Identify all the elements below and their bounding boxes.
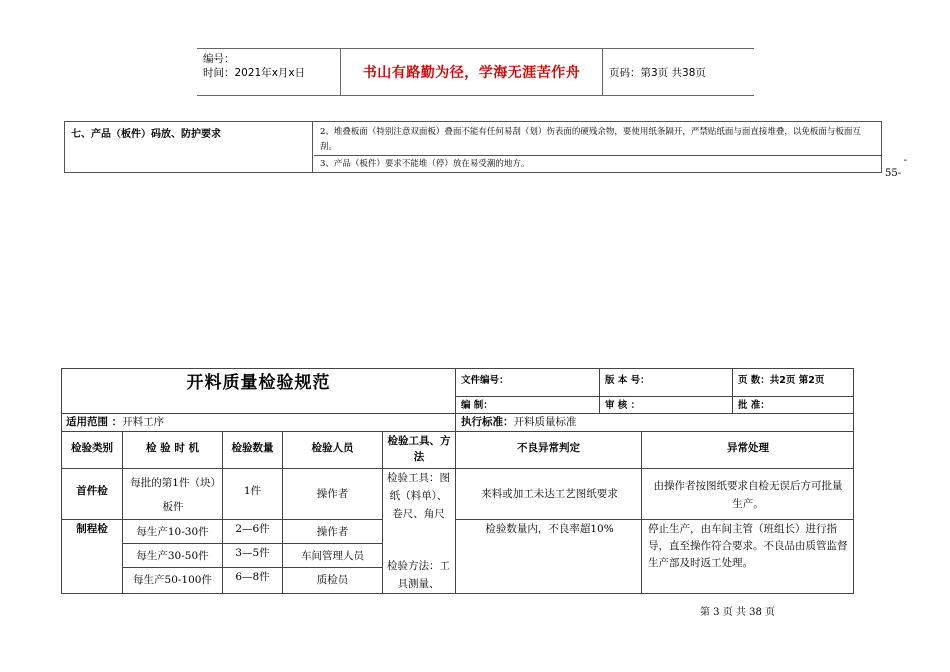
- header-motto-cell: [341, 49, 603, 95]
- doc-number-label: 编号：: [203, 53, 235, 65]
- col-tools: 检验工具、方法: [387, 435, 451, 463]
- inspection-tools: 检验工具：图纸（料单）、卷尺、角尺: [387, 472, 450, 520]
- header-motto: 书山有路勤为径，学海无涯苦作舟: [362, 65, 581, 81]
- file-number-label: 文件编号：: [461, 375, 509, 386]
- approve-label: 批 准：: [738, 400, 770, 411]
- page-header: [197, 48, 754, 96]
- requirement-2: 2、堆叠板面（特别注意双面板）叠面不能有任何易刮（划）伤表面的硬残余物，要使用纸条隔开，严禁贴纸面与面直接堆叠，以免板面与板面互刮。: [314, 122, 881, 156]
- first-timing: 每批的第1件（块）板件: [130, 477, 216, 513]
- process-timing-3: 每生产50-100件: [133, 574, 212, 586]
- first-person: 操作者: [316, 488, 349, 500]
- first-category: 首件检: [76, 485, 108, 497]
- process-person-2: 车间管理人员: [301, 550, 364, 562]
- inspection-methods: 检验方法：工具测量、: [387, 560, 450, 590]
- standard-label: 执行标准：: [461, 416, 514, 428]
- col-quantity: 检验数量: [231, 442, 274, 454]
- col-handling: 异常处理: [727, 442, 769, 454]
- process-timing-2: 每生产30-50件: [136, 550, 209, 562]
- doc-time: 时间：2021年x月x日: [203, 67, 306, 79]
- side-page-number: - 55-: [885, 155, 907, 179]
- process-qty-2: 3—5件: [235, 547, 270, 559]
- process-handling: 停止生产，由车间主管（班组长）进行指导，直至操作符合要求。不良品由质管监督生产部及时返工处理。: [648, 523, 848, 569]
- section-storage-requirements: [64, 121, 882, 173]
- process-qty-3: 6—8件: [235, 571, 270, 583]
- standard-value: 开料质量标准: [513, 416, 577, 428]
- scope-label: 适用范围 ：: [66, 416, 123, 428]
- process-timing-1: 每生产10-30件: [136, 526, 209, 538]
- header-page-info: 页码：第3页 共38页: [609, 66, 706, 79]
- requirement-3: 3、产品（板件）要求不能堆（停）放在易受潮的地方。: [320, 159, 530, 169]
- first-quantity: 1件: [243, 485, 262, 497]
- process-person-3: 质检员: [316, 574, 349, 586]
- compile-label: 编 制：: [461, 400, 493, 411]
- scope-value: 开料工序: [122, 416, 165, 428]
- standard-row: [461, 414, 577, 430]
- first-judgement: 来料或加工未达工艺图纸要求: [481, 488, 618, 500]
- col-person: 检验人员: [311, 442, 354, 454]
- header-doc-info: [197, 49, 341, 95]
- section-label: 七、产品（板件）码放、防护要求: [65, 122, 313, 172]
- footer-page-number: 第 3 页 共 38 页: [700, 607, 775, 618]
- col-judgement: 不良异常判定: [517, 442, 580, 454]
- process-category: 制程检: [76, 523, 108, 535]
- review-label: 审 核 ：: [605, 400, 641, 411]
- col-category: 检验类别: [71, 442, 113, 454]
- version-label: 版 本 号：: [605, 375, 650, 386]
- page-count-label: 页 数：共2页 第2页: [738, 375, 825, 386]
- process-person-1: 操作者: [316, 526, 349, 538]
- spec-title: 开料质量检验规范: [186, 373, 331, 393]
- process-judgement: 检验数量内，不良率超10%: [485, 523, 614, 535]
- first-handling: 由操作者按图纸要求自检无误后方可批量生产。: [653, 480, 843, 510]
- col-timing: 检 验 时 机: [146, 442, 199, 454]
- scope-row: [66, 414, 164, 430]
- process-qty-1: 2—6件: [235, 523, 270, 535]
- inspection-spec-table: [61, 368, 854, 594]
